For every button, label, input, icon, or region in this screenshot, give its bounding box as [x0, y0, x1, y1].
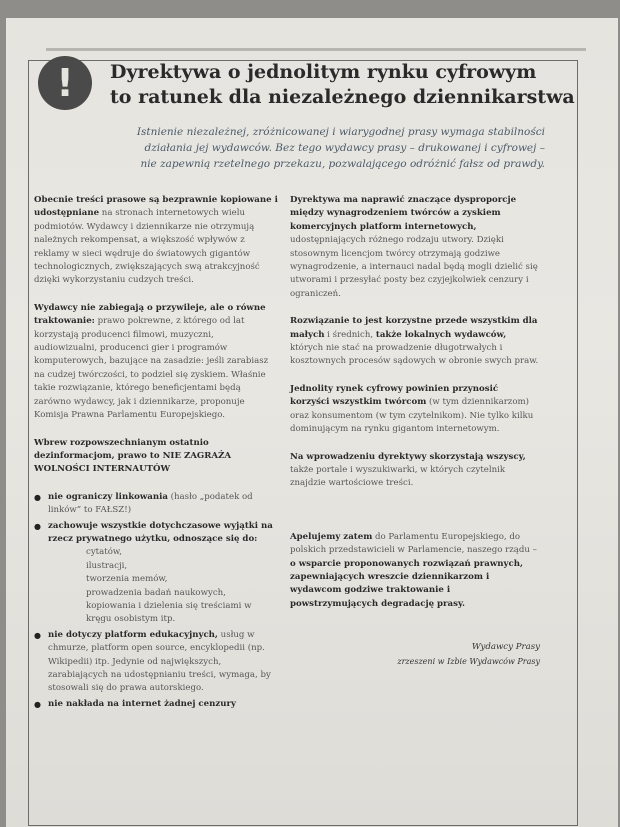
exclamation-icon: !	[38, 56, 92, 110]
sub-item: cytatów,	[86, 547, 122, 558]
paragraph: Jednolity rynek cyfrowy powinien przynosić korzyści wszystkim twórcom (w tym dziennikarzom) oraz konsumentom (w tym czytelnikom). Nie tylko kilku dominującym na rynku gigantom internetowym.	[290, 383, 534, 435]
sub-item: prowadzenia badań naukowych,	[86, 587, 226, 598]
list-item: ● nie dotyczy platform edukacyjnych, usług w chmurze, platform open source, encyklopedii (np. Wikipedii) itp. Jedynie od największych, zarabiających na udostępnianiu treści, wymaga, by stosowali się do prawa autorskiego.	[34, 629, 279, 696]
signature-line-2: zrzeszeni w Izbie Wydawców Prasy	[397, 656, 540, 666]
paragraph: Apelujemy zatem do Parlamentu Europejskiego, do polskich przedstawicieli w Parlamencie, naszego rządu – o wsparcie proponowanych rozwiązań prawnych, zapewniających wreszcie dziennikarzom i wydawcom godziwe traktowanie i powstrzymujących degradację prasy.	[290, 531, 537, 609]
article-lead: Istnienie niezależnej, zróżnicowanej i wiarygodnej prasy wymaga stabilności działania jej wydawców. Bez tego wydawcy prasy – drukowanej i cyfrowej – nie zapewnią rzetelnego przekazu, pozwalającego odróżnić fałsz od prawdy.	[136, 126, 545, 170]
paragraph: Wbrew rozpowszechnianym ostatnio dezinformacjom, prawo to NIE ZAGRAŻA WOLNOŚCI INTERNAUTÓW	[34, 437, 232, 475]
paragraph: Na wprowadzeniu dyrektywy skorzystają wszyscy, także portale i wyszukiwarki, w których czytelnik znajdzie wartościowe treści.	[290, 451, 526, 489]
title-line-1: Dyrektywa o jednolitym rynku cyfrowym	[110, 61, 537, 83]
list-item: ● zachowuje wszystkie dotychczasowe wyjątki na rzecz prywatnego użytku, odnoszące się do: cytatów, ilustracji, tworzenia memów, prowadzenia badań naukowych, kopiowania i dzielenia się treściami w kręgu osobistym itp.	[34, 520, 279, 627]
signature-line-1: Wydawcy Prasy	[471, 642, 540, 653]
list-item: ● nie nakłada na internet żadnej cenzury	[34, 698, 279, 711]
signature	[290, 641, 540, 668]
sub-list	[48, 546, 279, 626]
title-line-2: to ratunek dla niezależnego dziennikarstwa	[110, 86, 575, 108]
sub-item: kopiowania i dzielenia się treściami w kręgu osobistym itp.	[86, 600, 252, 625]
sub-item: ilustracji,	[86, 560, 128, 571]
left-column	[34, 194, 279, 713]
paragraph: Dyrektywa ma naprawić znaczące dysproporcje między wynagrodzeniem twórców a zyskiem komercyjnych platform internetowych, udostępniających różnego rodzaju utwory. Dzięki stosownym licencjom twórcy otrzymają godziwe wynagrodzenie, a internauci nadal będą mogli dzielić się utworami i przesyłać posty bez czyjejkolwiek cenzury i ograniczeń.	[290, 195, 538, 299]
page-header-strip	[46, 48, 586, 51]
bullet-list	[34, 491, 279, 712]
paragraph: Obecnie treści prasowe są bezprawnie kopiowane i udostępniane na stronach internetowych wielu podmiotów. Wydawcy i dziennikarze nie otrzymują należnych rekompensat, a większość wpływów z reklamy w sieci wędruje do światowych gigantów technologicznych, zwiększających swą atrakcyjność dzięki wykorzystaniu cudzych treści.	[34, 195, 278, 286]
right-column	[290, 194, 540, 668]
paragraph: Wydawcy nie zabiegają o przywileje, ale o równe traktowanie: prawo pokrewne, z którego od lat korzystają producenci filmowi, muzyczni, audiowizualni, producenci gier i programów komputerowych, bazujące na zasadzie: jeśli zarabiasz na cudzej twórczości, to podziel się zyskiem. Właśnie takie rozwiązanie, którego beneficjentami będą zarówno wydawcy, jak i dziennikarze, proponuje Komisja Prawna Parlamentu Europejskiego.	[34, 302, 269, 421]
list-item: ● nie ograniczy linkowania (hasło „podatek od linków” to FAŁSZ!)	[34, 491, 279, 518]
article-title	[110, 60, 575, 110]
sub-item: tworzenia memów,	[86, 574, 168, 585]
paragraph: Rozwiązanie to jest korzystne przede wszystkim dla małych i średnich, także lokalnych wydawców, których nie stać na prowadzenie długotrwałych i kosztownych procesów sądowych w obronie swych praw.	[290, 316, 539, 367]
